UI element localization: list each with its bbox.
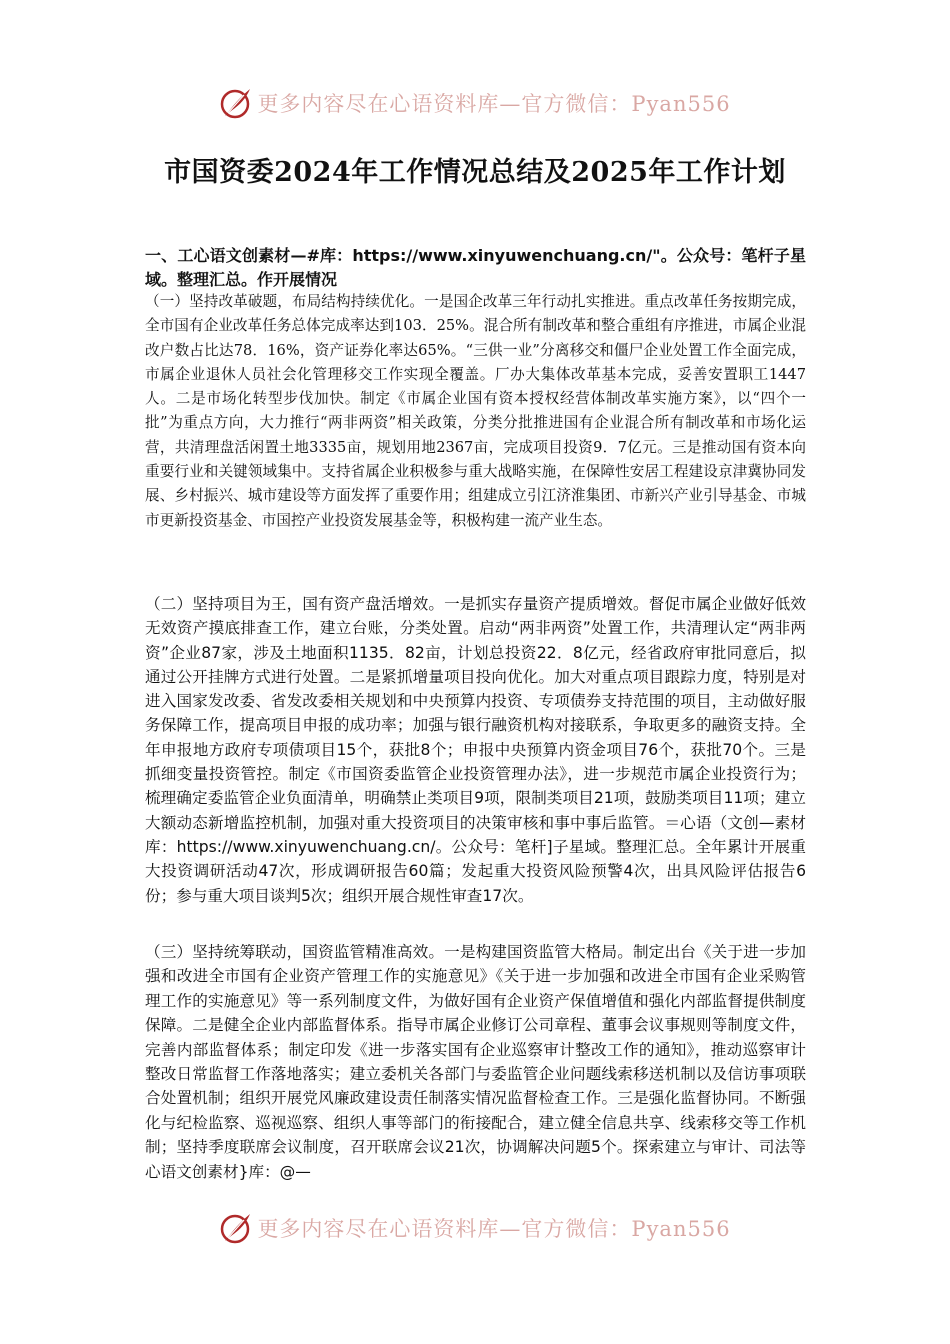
watermark-text: 更多内容尽在心语资料库—官方微信：Pyan556 [257, 1217, 731, 1241]
paragraph-3 [145, 940, 806, 1184]
quill-logo-icon [219, 86, 253, 120]
section-heading: 一、工心语文创素材—#库：https://www.xinyuwenchuang.cn/"。公众号：笔杆子星域。整理汇总。作开展情况 [145, 246, 806, 289]
paragraph-text: （二）坚持项目为王，国有资产盘活增效。一是抓实存量资产提质增效。督促市属企业做好低效无效资产摸底排查工作，建立台账，分类处置。启动“两非两资”处置工作，共清理认定“两非两资”企业87家，涉及土地面积1135．82亩，计划总投资22．8亿元，经省政府审批同意后，拟通过公开挂牌方式进行处置。二是紧抓增量项目投向优化。加大对重点项目跟踪力度，特别是对进入国家发改委、省发改委相关规划和中央预算内投资、专项债券支持范围的项目，主动做好服务保障工作，提高项目申报的成功率；加强与银行融资机构对接联系，争取更多的融资支持。全年申报地方政府专项债项目15个，获批8个；申报中央预算内资金项目76个，获批70个。三是抓细变量投资管控。制定《市国资委监管企业投资管理办法》，进一步规范市属企业投资行为；梳理确定委监管企业负面清单，明确禁止类项目9项，限制类项目21项，鼓励类项目11项；建立大额动态新增监控机制，加强对重大投资项目的决策审核和事中事后监管。＝心语（文创—素材库：https://www.xinyuwenchuang.cn/。公众号：笔杆]子星域。整理汇总。全年累计开展重大投资调研活动47次，形成调研报告60篇；发起重大投资风险预警4次，出具风险评估报告6份；参与重大项目谈判5次；组织开展合规性审查17次。 [145, 595, 806, 905]
document-title: 市国资委2024年工作情况总结及2025年工作计划 [164, 157, 786, 188]
watermark-banner-top [0, 83, 950, 123]
watermark-text: 更多内容尽在心语资料库—官方微信：Pyan556 [257, 92, 731, 116]
watermark-banner-bottom [0, 1208, 950, 1248]
paragraph-text: （一）坚持改革破题，布局结构持续优化。一是国企改革三年行动扎实推进。重点改革任务按期完成，全市国有企业改革任务总体完成率达到103．25%。混合所有制改革和整合重组有序推进，市属企业混改户数占比达78．16%，资产证券化率达65%。“三供一业”分离移交和僵尸企业处置工作全面完成，市属企业退休人员社会化管理移交工作实现全覆盖。厂办大集体改革基本完成，妥善安置职工1447人。二是市场化转型步伐加快。制定《市属企业国有资本授权经营体制改革实施方案》，以“四个一批”为重点方向，大力推行“两非两资”相关政策，分类分批推进国有企业混合所有制改革和市场化运营，共清理盘活闲置土地3335亩，规划用地2367亩，完成项目投资9．7亿元。三是推动国有资本向重要行业和关键领域集中。支持省属企业积极参与重大战略实施，在保障性安居工程建设京津冀协同发展、乡村振兴、城市建设等方面发挥了重要作用；组建成立引江济淮集团、市新兴产业引导基金、市城市更新投资基金、市国控产业投资发展基金等，积极构建一流产业生态。 [145, 293, 806, 529]
paragraph-text: （三）坚持统筹联动，国资监管精准高效。一是构建国资监管大格局。制定出台《关于进一步加强和改进全市国有企业资产管理工作的实施意见》《关于进一步加强和改进全市国有企业采购管理工作的实施意见》等一系列制度文件，为做好国有企业资产保值增值和强化内部监督提供制度保障。二是健全企业内部监督体系。指导市属企业修订公司章程、董事会议事规则等制度文件，完善内部监督体系；制定印发《进一步落实国有企业巡察审计整改工作的通知》，推动巡察审计整改日常监督工作落地落实；建立委机关各部门与委监管企业问题线索移送机制以及信访事项联合处置机制；组织开展党风廉政建设责任制落实情况监督检查工作。三是强化监督协同。不断强化与纪检监察、巡视巡察、组织人事等部门的衔接配合，建立健全信息共享、线索移交等工作机制；坚持季度联席会议制度，召开联席会议21次，协调解决问题5个。探索建立与审计、司法等心语文创素材}库：@— [145, 943, 806, 1181]
paragraph-1 [145, 290, 806, 533]
quill-logo-icon [219, 1211, 253, 1245]
paragraph-2 [145, 592, 806, 908]
